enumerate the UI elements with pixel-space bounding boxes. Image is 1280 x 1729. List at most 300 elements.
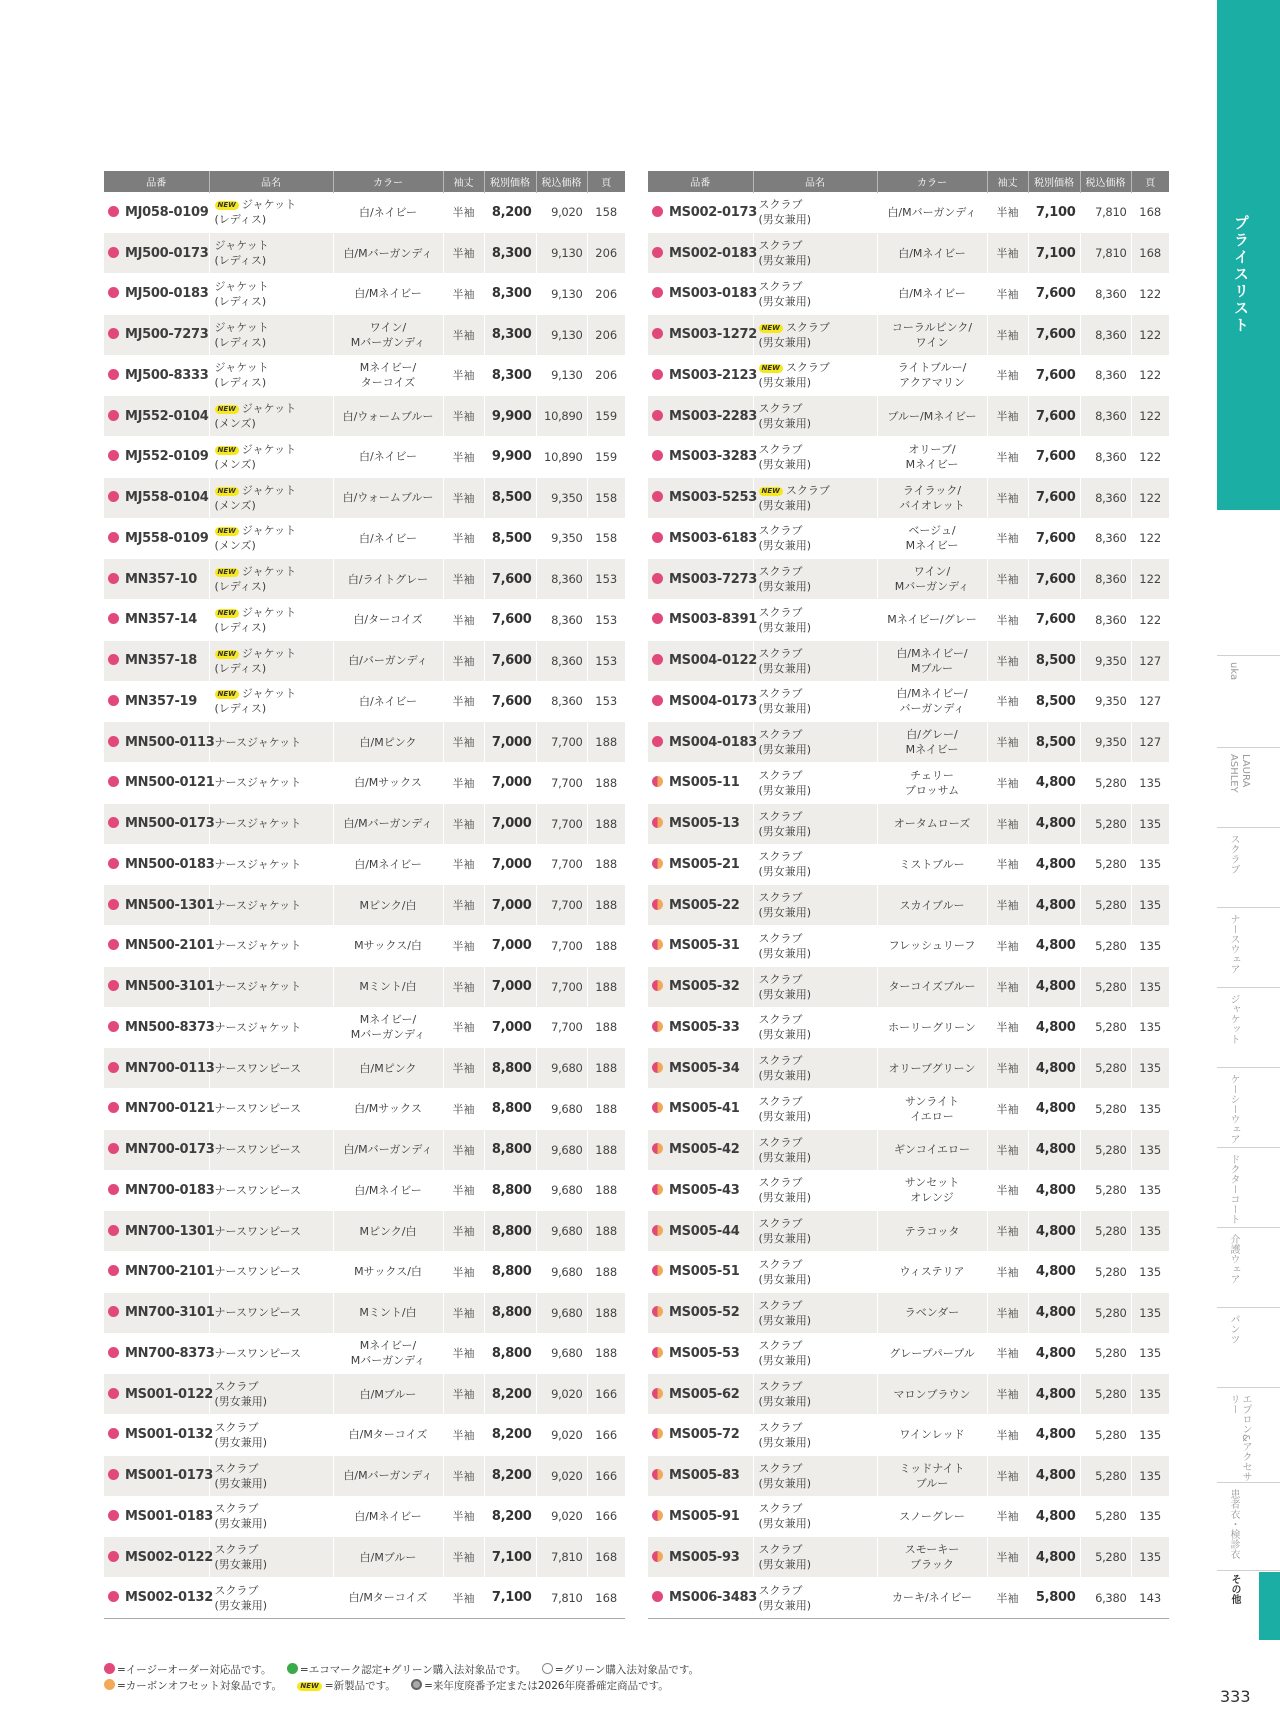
sleeve-cell: 半袖 bbox=[987, 1537, 1028, 1578]
color-line: Mネイビー/ bbox=[359, 1339, 417, 1353]
product-name-line: ナースワンピース bbox=[214, 1102, 301, 1116]
sleeve-cell: 半袖 bbox=[443, 640, 484, 681]
price-incl-tax-cell: 7,810 bbox=[536, 1578, 587, 1619]
price-incl-tax-cell: 7,700 bbox=[536, 1007, 587, 1048]
pink-orange-dot-icon bbox=[652, 1428, 663, 1439]
color-cell bbox=[877, 1252, 987, 1293]
color-cell bbox=[333, 1374, 443, 1415]
product-name-cell bbox=[209, 396, 333, 437]
sleeve-cell: 半袖 bbox=[987, 681, 1028, 722]
sidebar-item-nurse-wear[interactable]: ナースウェア bbox=[1217, 907, 1280, 987]
page-ref-cell: 159 bbox=[587, 396, 625, 437]
sidebar-item-laura-ashley[interactable]: LAURA ASHLEY bbox=[1217, 747, 1280, 827]
product-name-cell bbox=[753, 274, 877, 315]
product-code: MS003-5253 bbox=[669, 490, 758, 506]
price-incl-tax-cell: 8,360 bbox=[1080, 477, 1131, 518]
pink-dot-icon bbox=[108, 1388, 119, 1399]
product-code-cell bbox=[648, 559, 758, 600]
product-code: MS002-0122 bbox=[125, 1549, 214, 1565]
page-ref-cell: 122 bbox=[1131, 314, 1169, 355]
price-incl-tax-cell: 7,700 bbox=[536, 844, 587, 885]
sleeve-cell: 半袖 bbox=[443, 1252, 484, 1293]
product-name-line: (男女兼用) bbox=[758, 254, 812, 268]
product-code-cell bbox=[104, 192, 209, 233]
product-name-cell bbox=[753, 1089, 877, 1130]
color-line: Mサックス/白 bbox=[354, 1265, 422, 1279]
table-row bbox=[648, 722, 1169, 763]
product-name-line: スクラブ bbox=[758, 1583, 803, 1597]
color-line: 白/バーガンディ bbox=[348, 654, 428, 668]
page-ref-cell: 206 bbox=[587, 274, 625, 315]
sleeve-cell: 半袖 bbox=[443, 966, 484, 1007]
pink-orange-dot-icon bbox=[652, 1306, 663, 1317]
legend-eco-mark: =エコマーク認定+グリーン購入法対象品です。 bbox=[299, 1664, 527, 1676]
product-code-cell bbox=[104, 233, 209, 274]
page-ref-cell: 135 bbox=[1131, 1007, 1169, 1048]
price-excl-tax-cell: 5,800 bbox=[1028, 1578, 1080, 1619]
sleeve-cell: 半袖 bbox=[443, 233, 484, 274]
product-name-line: ジャケット bbox=[241, 198, 297, 212]
product-name-line: (男女兼用) bbox=[758, 1395, 812, 1409]
product-name-line: (レディス) bbox=[214, 661, 267, 675]
page-ref-cell: 135 bbox=[1131, 1537, 1169, 1578]
color-line: グレープパープル bbox=[889, 1346, 975, 1360]
pink-dot-icon bbox=[108, 1143, 119, 1154]
table-row bbox=[648, 1374, 1169, 1415]
table-row bbox=[104, 1496, 625, 1537]
price-incl-tax-cell: 9,350 bbox=[536, 477, 587, 518]
product-code-cell bbox=[648, 1129, 753, 1170]
price-excl-tax-cell: 7,600 bbox=[1028, 437, 1080, 478]
price-incl-tax-cell: 8,360 bbox=[536, 681, 587, 722]
legend bbox=[104, 1662, 711, 1694]
product-code-cell bbox=[648, 1374, 753, 1415]
price-incl-tax-cell: 7,700 bbox=[536, 966, 587, 1007]
product-code: MS003-7273 bbox=[669, 571, 758, 587]
product-code: MN700-0113 bbox=[125, 1060, 215, 1076]
sleeve-cell: 半袖 bbox=[443, 1048, 484, 1089]
table-row bbox=[104, 1333, 625, 1374]
pink-dot-icon bbox=[108, 450, 119, 461]
col-header-sleeve: 袖丈 bbox=[987, 171, 1028, 192]
sidebar-item-uka[interactable]: uka bbox=[1217, 655, 1280, 747]
sidebar-item-doctor-coat[interactable]: ドクターコート bbox=[1217, 1147, 1280, 1227]
product-code: MS005-83 bbox=[669, 1468, 740, 1484]
product-code: MN357-18 bbox=[125, 653, 198, 669]
price-incl-tax-cell: 6,380 bbox=[1080, 1578, 1131, 1619]
pink-dot-icon bbox=[652, 736, 663, 747]
table-row bbox=[104, 1578, 625, 1619]
new-badge-icon: NEW bbox=[759, 364, 783, 373]
col-header-code: 品番 bbox=[104, 171, 209, 192]
col-header-color: カラー bbox=[877, 171, 987, 192]
product-name-cell bbox=[753, 600, 877, 641]
sidebar-item-scrub[interactable]: スクラブ bbox=[1217, 827, 1280, 907]
pink-orange-dot-icon bbox=[652, 776, 663, 787]
product-code-cell bbox=[104, 274, 209, 315]
product-code-cell bbox=[648, 763, 753, 804]
color-cell bbox=[333, 1292, 443, 1333]
table-row bbox=[648, 1211, 1169, 1252]
pink-orange-dot-icon bbox=[652, 1225, 663, 1236]
page-ref-cell: 188 bbox=[587, 1170, 625, 1211]
col-header-tax: 税込価格 bbox=[536, 171, 587, 192]
product-code-cell bbox=[104, 1089, 215, 1130]
product-name-cell bbox=[209, 1292, 333, 1333]
table-row bbox=[648, 640, 1169, 681]
price-excl-tax-cell: 7,100 bbox=[484, 1578, 536, 1619]
price-incl-tax-cell: 7,700 bbox=[536, 722, 587, 763]
product-code-cell bbox=[648, 1537, 753, 1578]
product-code: MN500-3101 bbox=[125, 979, 215, 995]
sleeve-cell: 半袖 bbox=[443, 681, 484, 722]
table-row bbox=[104, 640, 625, 681]
color-cell bbox=[333, 1089, 443, 1130]
pink-dot-icon bbox=[108, 695, 119, 706]
sleeve-cell: 半袖 bbox=[987, 600, 1028, 641]
table-row bbox=[104, 722, 625, 763]
product-name-cell bbox=[753, 1537, 877, 1578]
product-name-line: (男女兼用) bbox=[758, 1313, 812, 1327]
sleeve-cell: 半袖 bbox=[443, 600, 484, 641]
pink-orange-dot-icon bbox=[652, 1102, 663, 1113]
pink-dot-icon bbox=[108, 1062, 119, 1073]
page-ref-cell: 135 bbox=[1131, 1048, 1169, 1089]
color-line: 白/ネイビー bbox=[358, 205, 418, 219]
product-name-line: (レディス) bbox=[214, 335, 267, 349]
table-row bbox=[648, 1252, 1169, 1293]
product-code: MS005-91 bbox=[669, 1508, 740, 1524]
page-ref-cell: 135 bbox=[1131, 885, 1169, 926]
sleeve-cell: 半袖 bbox=[987, 518, 1028, 559]
table-row bbox=[648, 681, 1169, 722]
price-excl-tax-cell: 4,800 bbox=[1028, 1170, 1080, 1211]
product-code: MS005-11 bbox=[669, 775, 740, 791]
sleeve-cell: 半袖 bbox=[443, 1374, 484, 1415]
price-excl-tax-cell: 7,000 bbox=[484, 763, 536, 804]
col-header-sleeve: 袖丈 bbox=[443, 171, 484, 192]
product-name-cell bbox=[753, 1455, 877, 1496]
color-cell bbox=[877, 722, 987, 763]
product-code-cell bbox=[104, 885, 215, 926]
color-cell bbox=[877, 1415, 987, 1456]
price-excl-tax-cell: 4,800 bbox=[1028, 1415, 1080, 1456]
color-cell bbox=[333, 314, 443, 355]
color-cell bbox=[877, 1007, 987, 1048]
product-name-cell bbox=[753, 640, 877, 681]
color-line: 白/Mネイビー bbox=[354, 857, 422, 871]
price-incl-tax-cell: 9,130 bbox=[536, 355, 587, 396]
sleeve-cell: 半袖 bbox=[987, 437, 1028, 478]
color-cell bbox=[333, 885, 443, 926]
pink-dot-icon bbox=[108, 573, 119, 584]
table-row bbox=[648, 1007, 1169, 1048]
pink-dot-icon bbox=[108, 858, 119, 869]
sidebar-item-pants[interactable]: パンツ bbox=[1217, 1307, 1280, 1387]
sidebar-item-patient-wear[interactable]: 患者衣・検診衣 bbox=[1217, 1482, 1280, 1570]
product-code-cell bbox=[104, 1496, 214, 1537]
price-incl-tax-cell: 8,360 bbox=[536, 640, 587, 681]
table-row bbox=[648, 233, 1169, 274]
price-excl-tax-cell: 4,800 bbox=[1028, 1252, 1080, 1293]
product-code-cell bbox=[104, 600, 209, 641]
product-name-line: (男女兼用) bbox=[758, 987, 812, 1001]
price-excl-tax-cell: 4,800 bbox=[1028, 966, 1080, 1007]
color-cell bbox=[877, 559, 987, 600]
color-cell bbox=[877, 1374, 987, 1415]
color-line: ベージュ/ bbox=[908, 524, 956, 538]
table-row bbox=[648, 274, 1169, 315]
pink-dot-icon bbox=[108, 817, 119, 828]
pink-dot-icon bbox=[104, 1663, 115, 1674]
product-name-cell bbox=[753, 722, 877, 763]
product-name-cell bbox=[753, 477, 877, 518]
product-code-cell bbox=[104, 559, 209, 600]
table-row bbox=[648, 477, 1169, 518]
sleeve-cell: 半袖 bbox=[987, 355, 1028, 396]
pink-dot-icon bbox=[108, 1551, 119, 1562]
price-incl-tax-cell: 5,280 bbox=[1080, 844, 1131, 885]
product-code: MN357-10 bbox=[125, 571, 198, 587]
table-row bbox=[648, 518, 1169, 559]
product-code-cell bbox=[104, 926, 215, 967]
pink-dot-icon bbox=[108, 776, 119, 787]
product-code-cell bbox=[104, 355, 209, 396]
price-incl-tax-cell: 7,810 bbox=[1080, 192, 1131, 233]
color-line: テラコッタ bbox=[904, 1224, 960, 1238]
color-cell bbox=[877, 681, 987, 722]
sidebar-item-care-wear[interactable]: 介護ウェア bbox=[1217, 1227, 1280, 1307]
color-line: ブルー bbox=[915, 1476, 949, 1490]
price-incl-tax-cell: 9,350 bbox=[536, 518, 587, 559]
color-line: 白/Mネイビー/ bbox=[896, 687, 968, 701]
pink-dot-icon bbox=[652, 287, 663, 298]
table-header-row bbox=[104, 171, 625, 192]
color-cell bbox=[877, 1578, 987, 1619]
product-code-cell bbox=[104, 477, 209, 518]
sleeve-cell: 半袖 bbox=[443, 192, 484, 233]
product-code-cell bbox=[648, 355, 758, 396]
price-excl-tax-cell: 8,500 bbox=[484, 518, 536, 559]
color-line: オリーブグリーン bbox=[888, 1061, 976, 1075]
product-name-line: スクラブ bbox=[214, 1420, 259, 1434]
product-name-line: スクラブ bbox=[758, 1135, 803, 1149]
sleeve-cell: 半袖 bbox=[443, 1415, 484, 1456]
page-ref-cell: 135 bbox=[1131, 1211, 1169, 1252]
pink-orange-dot-icon bbox=[652, 1347, 663, 1358]
product-name-line: (メンズ) bbox=[214, 498, 256, 512]
product-name-line: スクラブ bbox=[758, 198, 803, 212]
color-cell bbox=[333, 274, 443, 315]
sleeve-cell: 半袖 bbox=[987, 926, 1028, 967]
table-row bbox=[648, 803, 1169, 844]
page-ref-cell: 158 bbox=[587, 477, 625, 518]
price-incl-tax-cell: 9,680 bbox=[536, 1252, 587, 1293]
product-name-line: (男女兼用) bbox=[214, 1395, 268, 1409]
product-name-line: スクラブ bbox=[758, 442, 803, 456]
product-code-cell bbox=[104, 437, 209, 478]
price-incl-tax-cell: 9,020 bbox=[536, 1455, 587, 1496]
product-name-cell bbox=[209, 640, 333, 681]
product-code: MS005-31 bbox=[669, 938, 740, 954]
product-name-line: (男女兼用) bbox=[758, 1191, 812, 1205]
price-excl-tax-cell: 8,500 bbox=[1028, 640, 1080, 681]
product-name-line: (レディス) bbox=[214, 580, 267, 594]
sleeve-cell: 半袖 bbox=[443, 396, 484, 437]
price-incl-tax-cell: 8,360 bbox=[1080, 396, 1131, 437]
pink-dot-icon bbox=[652, 613, 663, 624]
product-code: MS003-8391 bbox=[669, 612, 758, 628]
product-name-line: (男女兼用) bbox=[758, 1109, 812, 1123]
product-name-cell bbox=[753, 763, 877, 804]
price-incl-tax-cell: 9,020 bbox=[536, 1415, 587, 1456]
product-code: MS005-52 bbox=[669, 1305, 740, 1321]
price-excl-tax-cell: 8,200 bbox=[484, 1374, 536, 1415]
sleeve-cell: 半袖 bbox=[987, 844, 1028, 885]
page-ref-cell: 135 bbox=[1131, 1252, 1169, 1293]
product-name-line: (男女兼用) bbox=[758, 417, 812, 431]
product-code: MS001-0122 bbox=[125, 1386, 214, 1402]
sleeve-cell: 半袖 bbox=[443, 926, 484, 967]
pink-dot-icon bbox=[652, 491, 663, 502]
price-incl-tax-cell: 5,280 bbox=[1080, 1170, 1131, 1211]
sleeve-cell: 半袖 bbox=[987, 1252, 1028, 1293]
product-name-line: ジャケット bbox=[241, 524, 297, 538]
product-name-cell bbox=[753, 1333, 877, 1374]
product-name-cell bbox=[753, 1048, 877, 1089]
price-incl-tax-cell: 5,280 bbox=[1080, 966, 1131, 1007]
color-cell bbox=[877, 355, 987, 396]
price-excl-tax-cell: 7,000 bbox=[484, 1007, 536, 1048]
page-ref-cell: 135 bbox=[1131, 1292, 1169, 1333]
page-ref-cell: 135 bbox=[1131, 966, 1169, 1007]
new-badge-icon: NEW bbox=[215, 609, 239, 618]
color-cell bbox=[333, 600, 443, 641]
price-excl-tax-cell: 8,500 bbox=[484, 477, 536, 518]
page-ref-cell: 122 bbox=[1131, 600, 1169, 641]
product-name-line: スクラブ bbox=[758, 931, 803, 945]
sleeve-cell: 半袖 bbox=[443, 763, 484, 804]
price-excl-tax-cell: 8,300 bbox=[484, 233, 536, 274]
price-incl-tax-cell: 7,700 bbox=[536, 763, 587, 804]
product-name-line: (男女兼用) bbox=[758, 1517, 812, 1531]
price-excl-tax-cell: 4,800 bbox=[1028, 844, 1080, 885]
product-name-line: スクラブ bbox=[758, 768, 803, 782]
product-code-cell bbox=[104, 681, 209, 722]
product-name-line: (男女兼用) bbox=[758, 1354, 812, 1368]
product-name-line: (男女兼用) bbox=[758, 376, 812, 390]
color-line: Mネイビー/ bbox=[359, 1013, 417, 1027]
product-code: MS006-3483 bbox=[669, 1590, 758, 1606]
pink-dot-icon bbox=[108, 736, 119, 747]
product-name-line: ナースワンピース bbox=[214, 1183, 301, 1197]
product-code: MN700-3101 bbox=[125, 1305, 215, 1321]
sidebar-item-apron-accessory[interactable]: エプロン&アクセサリー bbox=[1217, 1387, 1280, 1482]
sleeve-cell: 半袖 bbox=[987, 1578, 1028, 1619]
sleeve-cell: 半袖 bbox=[443, 1089, 484, 1130]
color-cell bbox=[877, 1211, 987, 1252]
price-excl-tax-cell: 4,800 bbox=[1028, 1374, 1080, 1415]
sidebar-item-other-label: その他 bbox=[1229, 1574, 1240, 1604]
product-code: MN700-2101 bbox=[125, 1264, 215, 1280]
price-excl-tax-cell: 4,800 bbox=[1028, 1089, 1080, 1130]
price-excl-tax-cell: 7,600 bbox=[484, 559, 536, 600]
color-line: イエロー bbox=[910, 1109, 954, 1123]
price-excl-tax-cell: 7,600 bbox=[1028, 396, 1080, 437]
table-row bbox=[648, 885, 1169, 926]
pink-dot-icon bbox=[652, 206, 663, 217]
page-ref-cell: 188 bbox=[587, 722, 625, 763]
page-ref-cell: 135 bbox=[1131, 1415, 1169, 1456]
price-incl-tax-cell: 5,280 bbox=[1080, 1252, 1131, 1293]
price-excl-tax-cell: 7,000 bbox=[484, 966, 536, 1007]
price-excl-tax-cell: 8,300 bbox=[484, 355, 536, 396]
price-incl-tax-cell: 9,020 bbox=[536, 1374, 587, 1415]
product-name-cell bbox=[209, 1415, 333, 1456]
price-excl-tax-cell: 4,800 bbox=[1028, 1292, 1080, 1333]
page-ref-cell: 143 bbox=[1131, 1578, 1169, 1619]
product-name-line: (男女兼用) bbox=[214, 1476, 268, 1490]
product-name-cell bbox=[209, 1333, 333, 1374]
gray-dot-icon bbox=[411, 1679, 422, 1690]
product-name-cell bbox=[209, 192, 333, 233]
product-code-cell bbox=[104, 1292, 215, 1333]
color-line: 白/Mバーガンディ bbox=[343, 817, 433, 831]
price-excl-tax-cell: 7,600 bbox=[1028, 559, 1080, 600]
color-cell bbox=[877, 600, 987, 641]
price-excl-tax-cell: 8,800 bbox=[484, 1252, 536, 1293]
table-row bbox=[104, 559, 625, 600]
product-code: MS005-44 bbox=[669, 1223, 740, 1239]
pink-dot-icon bbox=[652, 410, 663, 421]
product-name-line: スクラブ bbox=[758, 565, 803, 579]
product-name-cell bbox=[209, 314, 333, 355]
price-incl-tax-cell: 9,350 bbox=[1080, 722, 1131, 763]
color-cell bbox=[333, 722, 443, 763]
product-name-line: ナースジャケット bbox=[214, 776, 302, 790]
product-code: MS005-13 bbox=[669, 816, 740, 832]
price-excl-tax-cell: 7,100 bbox=[484, 1537, 536, 1578]
product-name-cell bbox=[209, 722, 333, 763]
sidebar-item-casey-wear[interactable]: ケーシーウェア bbox=[1217, 1067, 1280, 1147]
color-line: 白/Mターコイズ bbox=[348, 1428, 428, 1442]
product-name-line: (男女兼用) bbox=[758, 213, 812, 227]
color-cell bbox=[877, 192, 987, 233]
sleeve-cell: 半袖 bbox=[443, 885, 484, 926]
price-excl-tax-cell: 4,800 bbox=[1028, 1333, 1080, 1374]
pink-dot-icon bbox=[652, 450, 663, 461]
product-name-line: (レディス) bbox=[214, 213, 267, 227]
page-number: 333 bbox=[1220, 1687, 1251, 1706]
color-cell bbox=[333, 518, 443, 559]
pink-orange-dot-icon bbox=[652, 1469, 663, 1480]
product-code: MS001-0132 bbox=[125, 1427, 214, 1443]
page-ref-cell: 158 bbox=[587, 518, 625, 559]
product-name-cell bbox=[209, 477, 333, 518]
color-line: Mミント/白 bbox=[359, 1306, 417, 1320]
color-line: ワインレッド bbox=[899, 1428, 965, 1442]
price-excl-tax-cell: 7,100 bbox=[1028, 192, 1080, 233]
page-ref-cell: 122 bbox=[1131, 355, 1169, 396]
sidebar-item-jacket[interactable]: ジャケット bbox=[1217, 987, 1280, 1067]
price-incl-tax-cell: 5,280 bbox=[1080, 1537, 1131, 1578]
sleeve-cell: 半袖 bbox=[987, 1455, 1028, 1496]
new-badge-icon: NEW bbox=[297, 1682, 321, 1691]
product-name-line: スクラブ bbox=[758, 1298, 803, 1312]
product-name-cell bbox=[753, 396, 877, 437]
product-name-line: ナースワンピース bbox=[214, 1143, 301, 1157]
price-excl-tax-cell: 8,500 bbox=[1028, 722, 1080, 763]
